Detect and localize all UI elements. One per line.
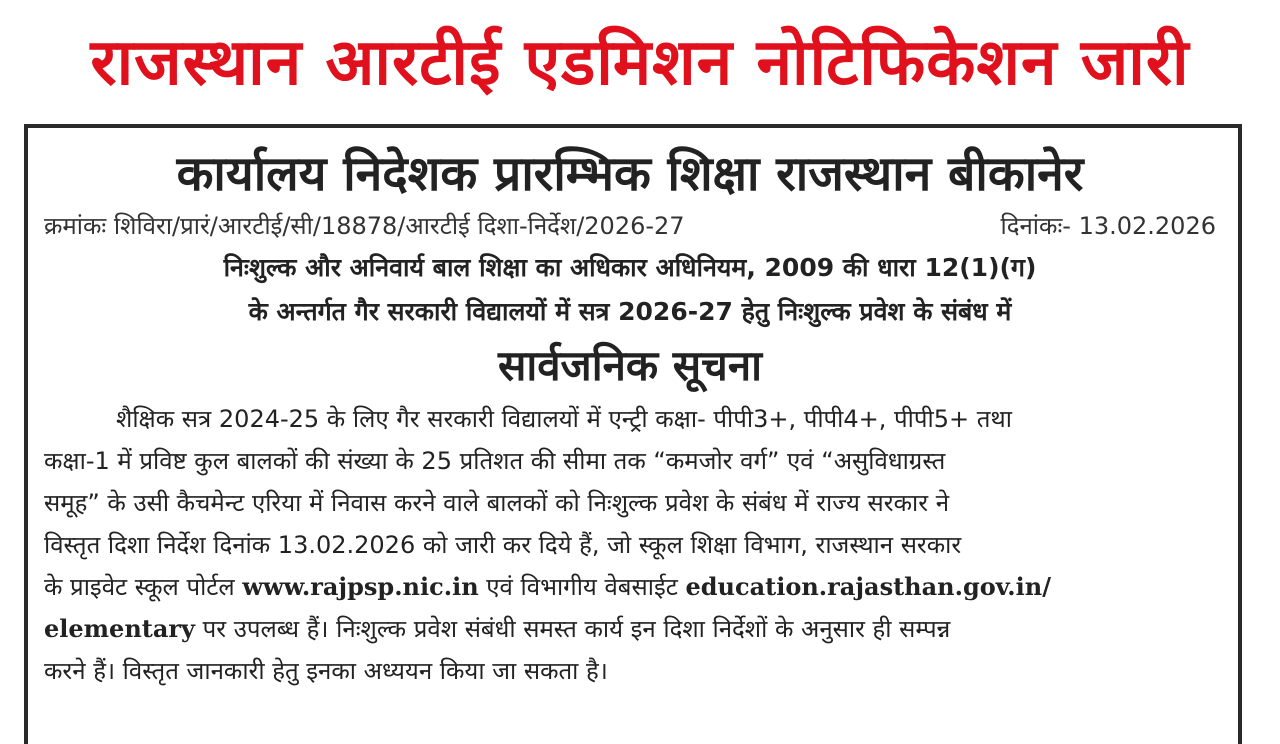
office-title: कार्यालय निदेशक प्रारम्भिक शिक्षा राजस्थान बीकानेर bbox=[176, 146, 1084, 202]
notice-body bbox=[44, 398, 1216, 692]
body-line: समूह” के उसी कैचमेन्ट एरिया में निवास करने वाले बालकों को निःशुल्क प्रवेश के संबंध में राज्य सरकार ने bbox=[44, 489, 950, 517]
body-line bbox=[44, 608, 1216, 650]
portal-url-link[interactable]: www.rajpsp.nic.in bbox=[242, 572, 479, 601]
body-line: विस्तृत दिशा निर्देश दिनांक 13.02.2026 को जारी कर दिये हैं, जो स्कूल शिक्षा विभाग, राजस्थान सरकार bbox=[44, 531, 962, 559]
reference-line bbox=[44, 206, 1216, 246]
subject-line-2: के अन्तर्गत गैर सरकारी विद्यालयों में सत्र 2026-27 हेतु निःशुल्क प्रवेश के संबंध में bbox=[248, 297, 1012, 326]
website-url-link-continued[interactable]: elementary bbox=[44, 614, 195, 643]
notice-heading: सार्वजनिक सूचना bbox=[497, 341, 763, 390]
notice-date: दिनांकः- 13.02.2026 bbox=[1000, 212, 1216, 240]
body-line: शैक्षिक सत्र 2024-25 के लिए गैर सरकारी विद्यालयों में एन्ट्री कक्षा- पीपी3+, पीपी4+, पीपी5+ तथा bbox=[116, 405, 1012, 433]
body-line: करने हैं। विस्तृत जानकारी हेतु इनका अध्ययन किया जा सकता है। bbox=[44, 657, 608, 685]
reference-number: क्रमांकः शिविरा/प्रारं/आरटीई/सी/18878/आरटीई दिशा-निर्देश/2026-27 bbox=[44, 212, 685, 240]
body-text-segment: पर उपलब्ध हैं। निःशुल्क प्रवेश संबंधी समस्त कार्य इन दिशा निर्देशों के अनुसार ही सम्पन्न bbox=[195, 615, 951, 643]
body-line: कक्षा-1 में प्रविष्ट कुल बालकों की संख्या के 25 प्रतिशत की सीमा तक “कमजोर वर्ग” एवं “असुविधाग्रस्त bbox=[44, 447, 946, 475]
body-line bbox=[44, 566, 1216, 608]
body-text-segment: एवं विभागीय वेबसाईट bbox=[478, 573, 686, 601]
notice-document bbox=[24, 124, 1242, 744]
body-text-segment: के प्राइवेट स्कूल पोर्टल bbox=[44, 573, 243, 601]
website-url-link[interactable]: education.rajasthan.gov.in/ bbox=[685, 572, 1051, 601]
subject-line-1: निःशुल्क और अनिवार्य बाल शिक्षा का अधिकार अधिनियम, 2009 की धारा 12(1)(ग) bbox=[223, 253, 1037, 282]
headline-title: राजस्थान आरटीई एडमिशन नोटिफिकेशन जारी bbox=[90, 25, 1190, 100]
